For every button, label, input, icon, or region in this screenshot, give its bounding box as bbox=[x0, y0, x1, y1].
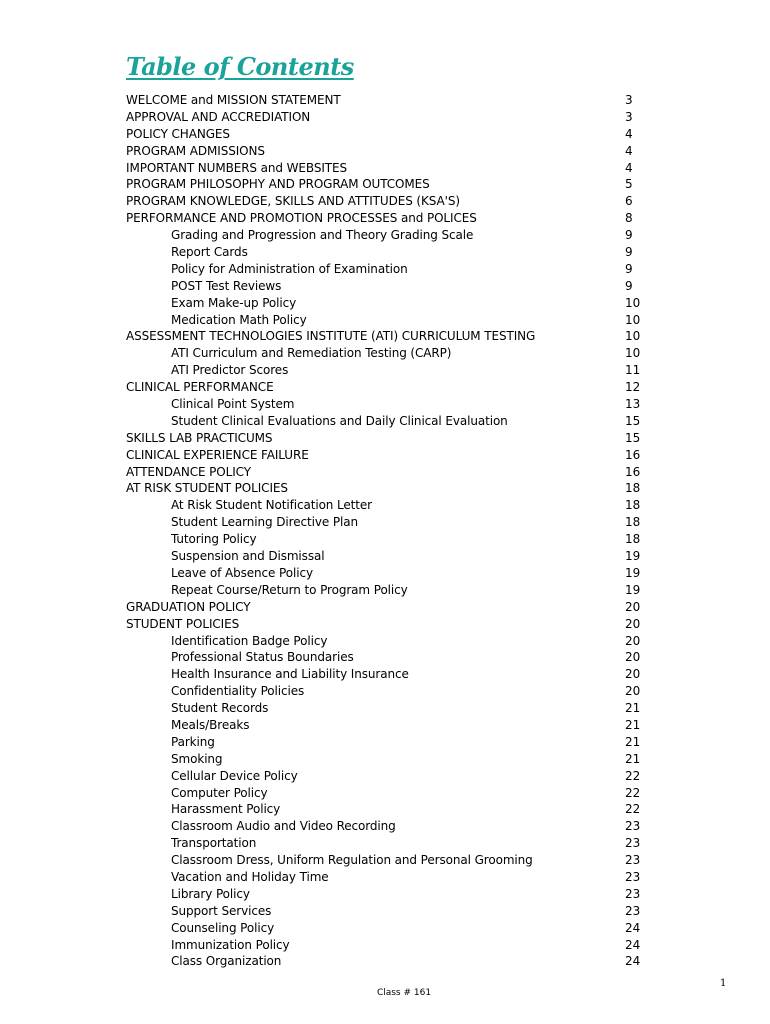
toc-entry-label: STUDENT POLICIES bbox=[126, 616, 240, 631]
toc-entry-label: Tutoring Policy bbox=[171, 532, 257, 547]
toc-entry-label: Report Cards bbox=[171, 245, 248, 260]
toc-entry-label: Computer Policy bbox=[171, 785, 268, 800]
toc-entry-page: 20 bbox=[625, 650, 641, 665]
toc-entry-page: 10 bbox=[625, 312, 641, 327]
toc-subentry bbox=[126, 227, 646, 244]
toc-subentry bbox=[126, 700, 646, 717]
toc-entry-label: Classroom Audio and Video Recording bbox=[171, 819, 396, 834]
toc-entry-page: 19 bbox=[625, 549, 641, 564]
toc-subentry bbox=[126, 751, 646, 768]
toc-entry-page: 9 bbox=[625, 261, 633, 276]
toc-entry-page: 23 bbox=[625, 853, 641, 868]
toc-entry-label: Transportation bbox=[171, 836, 257, 851]
toc-entry-page: 20 bbox=[625, 599, 641, 614]
toc-entry-label: Professional Status Boundaries bbox=[171, 650, 354, 665]
toc-entry-page: 20 bbox=[625, 667, 641, 682]
toc-subentry bbox=[126, 666, 646, 683]
toc-entry bbox=[126, 464, 646, 481]
toc-subentry bbox=[126, 362, 646, 379]
toc-subentry bbox=[126, 953, 646, 970]
toc-entry-label: WELCOME and MISSION STATEMENT bbox=[126, 93, 341, 107]
page-number: 1 bbox=[720, 978, 727, 989]
toc-subentry bbox=[126, 278, 646, 295]
toc-entry-label: PROGRAM KNOWLEDGE, SKILLS AND ATTITUDES (KSA'S) bbox=[126, 194, 460, 209]
toc-entry-page: 4 bbox=[625, 143, 633, 158]
toc-entry-label: Clinical Point System bbox=[171, 397, 295, 412]
toc-entry-page: 18 bbox=[625, 515, 641, 530]
toc-entry-label: Support Services bbox=[171, 903, 272, 918]
table-of-contents bbox=[126, 92, 646, 970]
toc-entry-label: AT RISK STUDENT POLICIES bbox=[126, 481, 288, 496]
toc-subentry bbox=[126, 413, 646, 430]
toc-subentry bbox=[126, 312, 646, 329]
toc-entry-label: PROGRAM PHILOSOPHY AND PROGRAM OUTCOMES bbox=[126, 177, 430, 192]
toc-entry-label: Student Records bbox=[171, 701, 269, 716]
toc-subentry bbox=[126, 835, 646, 852]
toc-entry-page: 9 bbox=[625, 245, 633, 260]
toc-subentry bbox=[126, 886, 646, 903]
toc-entry-page: 23 bbox=[625, 903, 641, 918]
toc-entry-label: POLICY CHANGES bbox=[126, 126, 230, 141]
toc-entry-page: 18 bbox=[625, 532, 641, 547]
toc-entry-page: 22 bbox=[625, 768, 641, 783]
toc-entry-label: IMPORTANT NUMBERS and WEBSITES bbox=[126, 160, 348, 175]
toc-entry-page: 8 bbox=[625, 211, 633, 226]
toc-entry bbox=[126, 92, 646, 109]
toc-entry-page: 10 bbox=[625, 295, 641, 310]
toc-subentry bbox=[126, 565, 646, 582]
toc-entry-page: 22 bbox=[625, 802, 641, 817]
toc-entry-label: Leave of Absence Policy bbox=[171, 565, 313, 580]
toc-entry-label: Smoking bbox=[171, 751, 223, 766]
toc-subentry bbox=[126, 548, 646, 565]
toc-entry-page: 13 bbox=[625, 397, 641, 412]
toc-entry-page: 21 bbox=[625, 734, 641, 749]
toc-subentry bbox=[126, 903, 646, 920]
toc-entry-page: 24 bbox=[625, 954, 641, 969]
toc-entry-label: Exam Make-up Policy bbox=[171, 295, 297, 310]
toc-entry-label: ASSESSMENT TECHNOLOGIES INSTITUTE (ATI) CURRICULUM TESTING bbox=[126, 329, 536, 344]
toc-entry-page: 20 bbox=[625, 684, 641, 699]
toc-entry-page: 23 bbox=[625, 869, 641, 884]
toc-entry bbox=[126, 599, 646, 616]
toc-entry-label: Identification Badge Policy bbox=[171, 633, 328, 648]
toc-entry-page: 23 bbox=[625, 886, 641, 901]
toc-entry-label: ATI Curriculum and Remediation Testing (CARP) bbox=[171, 346, 452, 361]
toc-entry-page: 19 bbox=[625, 582, 641, 597]
toc-entry-page: 24 bbox=[625, 937, 641, 952]
toc-subentry bbox=[126, 801, 646, 818]
toc-entry-label: ATTENDANCE POLICY bbox=[126, 464, 251, 479]
toc-entry-page: 10 bbox=[625, 329, 641, 344]
toc-subentry bbox=[126, 244, 646, 261]
toc-entry-label: Student Learning Directive Plan bbox=[171, 515, 358, 530]
toc-entry bbox=[126, 210, 646, 227]
toc-entry-page: 15 bbox=[625, 430, 641, 445]
toc-subentry bbox=[126, 514, 646, 531]
toc-entry-label: APPROVAL AND ACCREDIATION bbox=[126, 109, 311, 124]
toc-entry bbox=[126, 143, 646, 160]
toc-entry-page: 16 bbox=[625, 464, 641, 479]
toc-subentry bbox=[126, 734, 646, 751]
toc-entry-page: 23 bbox=[625, 836, 641, 851]
toc-entry bbox=[126, 176, 646, 193]
toc-entry-label: Harassment Policy bbox=[171, 802, 281, 817]
toc-entry-page: 18 bbox=[625, 481, 641, 496]
toc-subentry bbox=[126, 785, 646, 802]
toc-subentry bbox=[126, 920, 646, 937]
toc-entry-page: 15 bbox=[625, 413, 641, 428]
toc-entry-label: Cellular Device Policy bbox=[171, 768, 298, 783]
toc-entry-page: 21 bbox=[625, 751, 641, 766]
toc-entry-page: 4 bbox=[625, 126, 633, 141]
toc-entry bbox=[126, 109, 646, 126]
toc-subentry bbox=[126, 937, 646, 954]
toc-entry-page: 9 bbox=[625, 278, 633, 293]
toc-entry-label: CLINICAL EXPERIENCE FAILURE bbox=[126, 447, 309, 462]
toc-entry-label: Health Insurance and Liability Insurance bbox=[171, 667, 409, 682]
toc-entry-label: POST Test Reviews bbox=[171, 278, 282, 293]
toc-entry-label: Policy for Administration of Examination bbox=[171, 261, 408, 276]
toc-entry-label: Vacation and Holiday Time bbox=[171, 869, 329, 884]
toc-entry-page: 20 bbox=[625, 616, 641, 631]
toc-entry-page: 12 bbox=[625, 380, 641, 395]
toc-entry bbox=[126, 379, 646, 396]
toc-entry bbox=[126, 616, 646, 633]
toc-entry-label: CLINICAL PERFORMANCE bbox=[126, 380, 274, 395]
page-footer: Class # 161 bbox=[376, 988, 432, 998]
toc-entry-page: 16 bbox=[625, 447, 641, 462]
toc-entry-label: Parking bbox=[171, 734, 215, 749]
page-title: Table of Contents bbox=[126, 52, 354, 81]
toc-subentry bbox=[126, 649, 646, 666]
toc-entry-label: Repeat Course/Return to Program Policy bbox=[171, 582, 408, 597]
toc-subentry bbox=[126, 768, 646, 785]
toc-entry bbox=[126, 430, 646, 447]
toc-entry-label: Student Clinical Evaluations and Daily Clinical Evaluation bbox=[171, 413, 508, 428]
toc-subentry bbox=[126, 295, 646, 312]
toc-entry-page: 5 bbox=[625, 177, 633, 192]
toc-entry-page: 21 bbox=[625, 701, 641, 716]
toc-entry-label: Grading and Progression and Theory Grading Scale bbox=[171, 228, 474, 243]
toc-entry-label: Suspension and Dismissal bbox=[171, 549, 325, 564]
toc-entry-label: Confidentiality Policies bbox=[171, 684, 305, 699]
toc-entry-page: 22 bbox=[625, 785, 641, 800]
toc-subentry bbox=[126, 869, 646, 886]
toc-entry-page: 4 bbox=[625, 160, 633, 175]
toc-entry bbox=[126, 328, 646, 345]
toc-entry-label: PROGRAM ADMISSIONS bbox=[126, 143, 265, 158]
toc-entry-page: 19 bbox=[625, 565, 641, 580]
toc-entry-page: 21 bbox=[625, 717, 641, 732]
toc-entry-page: 20 bbox=[625, 633, 641, 648]
toc-entry-page: 9 bbox=[625, 228, 633, 243]
toc-entry-label: PERFORMANCE AND PROMOTION PROCESSES and POLICES bbox=[126, 211, 477, 226]
toc-entry-page: 3 bbox=[625, 109, 633, 124]
toc-entry-label: GRADUATION POLICY bbox=[126, 599, 251, 614]
toc-entry-page: 23 bbox=[625, 819, 641, 834]
toc-entry bbox=[126, 193, 646, 210]
toc-subentry bbox=[126, 633, 646, 650]
toc-entry bbox=[126, 480, 646, 497]
toc-entry bbox=[126, 447, 646, 464]
toc-entry-page: 3 bbox=[625, 93, 633, 107]
toc-entry-label: Medication Math Policy bbox=[171, 312, 307, 327]
toc-entry-label: At Risk Student Notification Letter bbox=[171, 498, 373, 513]
toc-subentry bbox=[126, 582, 646, 599]
toc-entry-page: 10 bbox=[625, 346, 641, 361]
toc-entry-page: 18 bbox=[625, 498, 641, 513]
toc-entry-label: Counseling Policy bbox=[171, 920, 275, 935]
toc-subentry bbox=[126, 497, 646, 514]
toc-entry-label: ATI Predictor Scores bbox=[171, 363, 289, 378]
toc-subentry bbox=[126, 818, 646, 835]
toc-entry-label: Immunization Policy bbox=[171, 937, 290, 952]
toc-subentry bbox=[126, 683, 646, 700]
toc-entry-page: 24 bbox=[625, 920, 641, 935]
toc-entry-label: Meals/Breaks bbox=[171, 717, 250, 732]
toc-entry-label: Class Organization bbox=[171, 954, 282, 969]
toc-subentry bbox=[126, 345, 646, 362]
toc-subentry bbox=[126, 531, 646, 548]
toc-subentry bbox=[126, 717, 646, 734]
toc-entry-label: Classroom Dress, Uniform Regulation and Personal Grooming bbox=[171, 853, 533, 868]
toc-subentry bbox=[126, 396, 646, 413]
toc-entry-label: Library Policy bbox=[171, 886, 250, 901]
toc-entry bbox=[126, 126, 646, 143]
toc-entry-page: 6 bbox=[625, 194, 633, 209]
toc-entry-label: SKILLS LAB PRACTICUMS bbox=[126, 430, 273, 445]
toc-subentry bbox=[126, 852, 646, 869]
toc-entry-page: 11 bbox=[625, 363, 641, 378]
toc-subentry bbox=[126, 261, 646, 278]
toc-entry bbox=[126, 160, 646, 177]
